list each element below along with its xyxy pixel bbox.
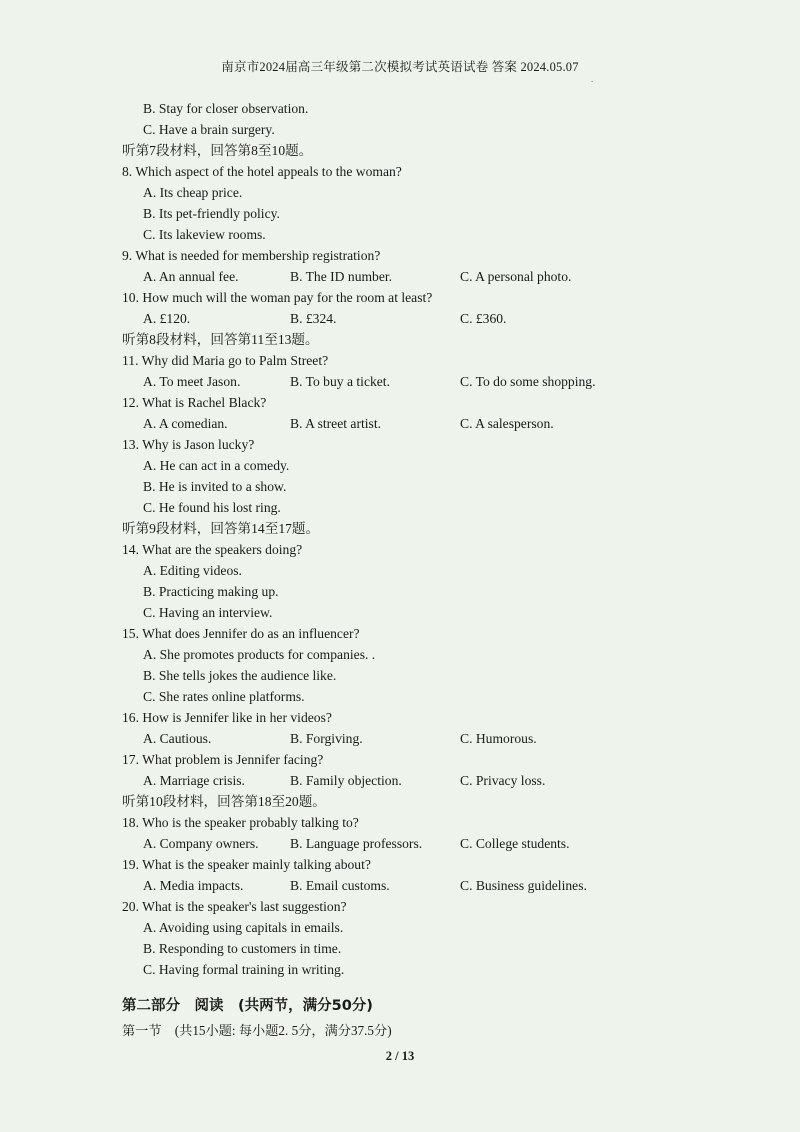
- question-line: 12. What is Rachel Black?: [122, 395, 267, 410]
- option-row: [122, 728, 722, 749]
- option-row: [122, 833, 722, 854]
- option-a: A. Marriage crisis.: [143, 773, 245, 788]
- option-line: B. Its pet-friendly policy.: [143, 206, 280, 221]
- question-line: 13. Why is Jason lucky?: [122, 437, 255, 452]
- question-line: 19. What is the speaker mainly talking about?: [122, 857, 371, 872]
- question-line: 15. What does Jennifer do as an influencer?: [122, 626, 360, 641]
- option-b: B. Email customs.: [290, 878, 390, 893]
- option-b: B. £324.: [290, 311, 337, 326]
- question-line: 听第9段材料，回答第14至17题。: [122, 521, 320, 536]
- option-line: A. Its cheap price.: [143, 185, 243, 200]
- option-c: C. A salesperson.: [460, 416, 554, 431]
- subsection-title: 第一节 (共15小题: 每小题2. 5分，满分37.5分): [122, 1023, 392, 1038]
- section-title: 第二部分 阅读 (共两节，满分50分): [122, 998, 373, 1014]
- option-a: A. An annual fee.: [143, 269, 239, 284]
- question-line: 18. Who is the speaker probably talking to?: [122, 815, 359, 830]
- option-row: [122, 770, 722, 791]
- header-mark: .: [591, 74, 594, 84]
- option-c: C. £360.: [460, 311, 507, 326]
- question-line: 听第10段材料，回答第18至20题。: [122, 794, 326, 809]
- option-b: B. The ID number.: [290, 269, 393, 284]
- question-line: 11. Why did Maria go to Palm Street?: [122, 353, 329, 368]
- page-number: 2 / 13: [385, 1049, 415, 1063]
- option-c: C. Business guidelines.: [460, 878, 587, 893]
- option-a: A. A comedian.: [143, 416, 228, 431]
- option-b: B. A street artist.: [290, 416, 381, 431]
- option-a: A. Media impacts.: [143, 878, 244, 893]
- option-line: A. Editing videos.: [143, 563, 242, 578]
- option-line: C. She rates online platforms.: [143, 689, 305, 704]
- page-header: 南京市2024届高三年级第二次模拟考试英语试卷 答案 2024.05.07: [221, 60, 579, 74]
- question-line: 听第8段材料，回答第11至13题。: [122, 332, 319, 347]
- option-a: A. Cautious.: [143, 731, 212, 746]
- question-line: 20. What is the speaker's last suggestion?: [122, 899, 347, 914]
- question-line: 9. What is needed for membership registration?: [122, 248, 381, 263]
- option-row: [122, 371, 722, 392]
- option-b: B. To buy a ticket.: [290, 374, 390, 389]
- option-row: [122, 308, 722, 329]
- question-lines: [122, 98, 722, 980]
- option-line: B. Stay for closer observation.: [143, 101, 309, 116]
- option-line: A. He can act in a comedy.: [143, 458, 290, 473]
- option-c: C. A personal photo.: [460, 269, 572, 284]
- question-line: 16. How is Jennifer like in her videos?: [122, 710, 332, 725]
- option-a: A. To meet Jason.: [143, 374, 241, 389]
- option-b: B. Forgiving.: [290, 731, 363, 746]
- option-line: C. Having formal training in writing.: [143, 962, 345, 977]
- question-line: 14. What are the speakers doing?: [122, 542, 303, 557]
- question-line: 听第7段材料，回答第8至10题。: [122, 143, 313, 158]
- option-row: [122, 266, 722, 287]
- exam-content: [122, 98, 722, 1042]
- question-line: 8. Which aspect of the hotel appeals to the woman?: [122, 164, 402, 179]
- option-line: C. Having an interview.: [143, 605, 273, 620]
- option-line: C. He found his lost ring.: [143, 500, 281, 515]
- option-line: A. Avoiding using capitals in emails.: [143, 920, 344, 935]
- option-line: C. Have a brain surgery.: [143, 122, 275, 137]
- question-line: 17. What problem is Jennifer facing?: [122, 752, 324, 767]
- option-line: A. She promotes products for companies. .: [143, 647, 376, 662]
- option-line: B. Responding to customers in time.: [143, 941, 342, 956]
- option-row: [122, 413, 722, 434]
- option-c: C. To do some shopping.: [460, 374, 596, 389]
- option-b: B. Language professors.: [290, 836, 423, 851]
- option-row: [122, 875, 722, 896]
- option-line: B. He is invited to a show.: [143, 479, 287, 494]
- question-line: 10. How much will the woman pay for the room at least?: [122, 290, 433, 305]
- option-a: A. £120.: [143, 311, 191, 326]
- option-c: C. College students.: [460, 836, 570, 851]
- option-line: B. She tells jokes the audience like.: [143, 668, 337, 683]
- option-c: C. Humorous.: [460, 731, 537, 746]
- option-c: C. Privacy loss.: [460, 773, 546, 788]
- option-line: C. Its lakeview rooms.: [143, 227, 266, 242]
- option-b: B. Family objection.: [290, 773, 402, 788]
- option-line: B. Practicing making up.: [143, 584, 279, 599]
- option-a: A. Company owners.: [143, 836, 259, 851]
